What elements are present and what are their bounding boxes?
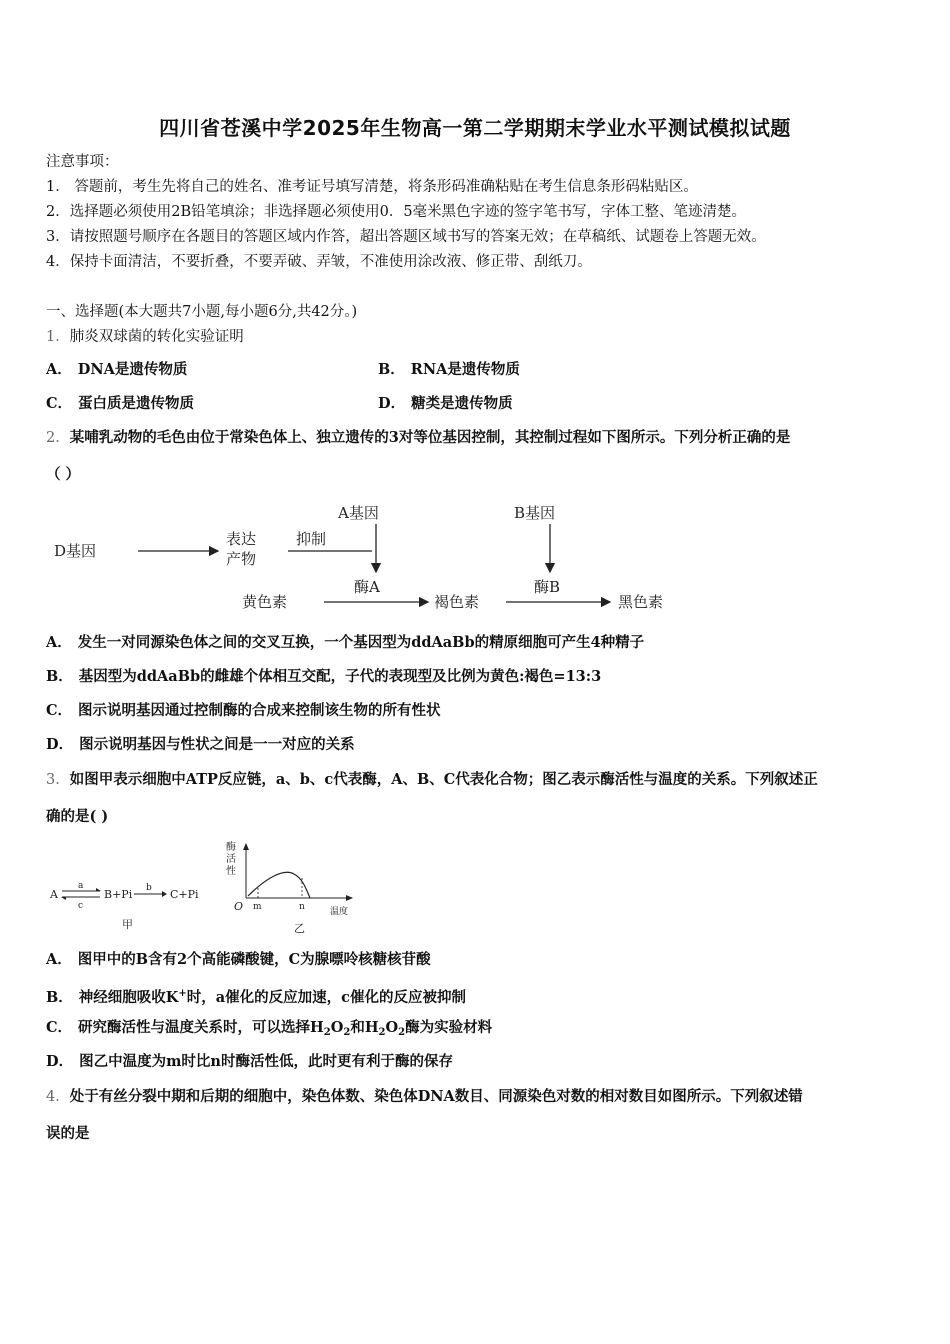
option-text: 图甲中的B含有2个高能磷酸键，C为腺嘌呤核糖核苷酸 — [77, 951, 431, 968]
option-text: 发生一对同源染色体之间的交叉互换，一个基因型为ddAaBb的精原细胞可产生4种精子 — [77, 634, 645, 651]
figure-jia-caption: 甲 — [122, 918, 133, 931]
a-gene-label: A基因 — [338, 504, 379, 522]
option-text: 图乙中温度为m时比n时酶活性低，此时更有利于酶的保存 — [79, 1053, 453, 1070]
q3-option-b[interactable] — [46, 984, 466, 1008]
question-3-stem-cont: 确的是( ) — [46, 808, 109, 825]
question-2-stem-cont: （ ） — [46, 466, 81, 483]
option-text-part: 时，a催化的反应加速，c催化的反应被抑制 — [186, 988, 466, 1006]
option-label: B． — [378, 361, 405, 378]
option-label: B． — [46, 668, 73, 685]
option-label: D． — [46, 736, 74, 753]
question-1-stem — [46, 327, 244, 347]
option-label: B． — [46, 988, 73, 1006]
q1-option-b[interactable] — [378, 360, 520, 380]
subscript: 2 — [398, 1027, 406, 1038]
q3-option-d[interactable] — [46, 1052, 453, 1072]
question-4-stem-cont: 误的是 — [46, 1125, 90, 1142]
enzyme-c-mark: c — [78, 901, 84, 911]
tick-m-label: m — [253, 902, 262, 912]
activity-curve — [248, 872, 310, 898]
option-text-part: O — [330, 1019, 344, 1036]
figure-yi-caption: 乙 — [294, 922, 305, 935]
atp-reaction-chain-figure — [46, 868, 206, 934]
question-number: 3． — [46, 772, 70, 788]
y-axis-label-char3: 性 — [226, 866, 236, 877]
question-text: 处于有丝分裂中期和后期的细胞中，染色体数、染色体DNA数目、同源染色对数的相对数目如图所示。下列叙述错 — [69, 1088, 803, 1105]
notice-item: 1． 答题前，考生先将自己的姓名、准考证号填写清楚，将条形码准确粘贴在考生信息条形码粘贴区。 — [46, 179, 698, 195]
origin-label: O — [234, 900, 244, 913]
subscript: 2 — [323, 1027, 331, 1038]
product-label-line1: 表达 — [226, 530, 257, 548]
option-text-part: 和H — [350, 1019, 379, 1036]
inhibit-label: 抑制 — [296, 530, 327, 548]
question-number: 4． — [46, 1089, 70, 1105]
option-label: D． — [378, 395, 406, 412]
option-text-part: 研究酶活性与温度关系时，可以选择H — [78, 1019, 324, 1036]
option-label: C． — [46, 702, 73, 719]
q1-option-c[interactable] — [46, 394, 194, 414]
option-label: C． — [46, 1019, 73, 1036]
x-axis-label: 温度 — [330, 907, 349, 917]
option-text: 基因型为ddAaBb的雌雄个体相互交配，子代的表现型及比例为黄色:褐色=13:3 — [78, 668, 602, 685]
q2-option-a[interactable] — [46, 633, 644, 653]
question-text: 肺炎双球菌的转化实验证明 — [69, 329, 244, 345]
product-label-line2: 产物 — [226, 550, 257, 568]
tick-n-label: n — [299, 902, 305, 912]
d-gene-label: D基因 — [54, 542, 97, 560]
option-label: A． — [46, 361, 72, 378]
option-label: A． — [46, 634, 72, 651]
b-gene-label: B基因 — [514, 504, 556, 522]
subscript: 2 — [343, 1027, 351, 1038]
notice-item: 4．保持卡面清洁，不要折叠，不要弄破、弄皱，不准使用涂改液、修正带、刮纸刀。 — [46, 254, 592, 270]
question-number: 1． — [46, 329, 70, 345]
question-text: 如图甲表示细胞中ATP反应链，a、b、c代表酶，A、B、C代表化合物；图乙表示酶活性与温度的关系。下列叙述正 — [69, 771, 818, 788]
subscript: 2 — [378, 1027, 386, 1038]
option-text: 图示说明基因与性状之间是一一对应的关系 — [79, 736, 355, 753]
compound-a-label: A — [50, 888, 58, 901]
option-text: RNA是遗传物质 — [410, 361, 520, 378]
gene-pathway-diagram — [46, 500, 706, 620]
enzyme-activity-temperature-chart — [222, 838, 362, 938]
question-4-stem — [46, 1087, 803, 1107]
y-axis-label-char1: 酶 — [226, 842, 236, 853]
compound-b-label: B+Pi — [104, 888, 133, 901]
y-axis-label-char2: 活 — [226, 854, 236, 865]
question-2-stem — [46, 428, 790, 448]
q1-option-d[interactable] — [378, 394, 513, 414]
enzyme-b-label: 酶B — [534, 578, 561, 596]
option-label: C． — [46, 395, 73, 412]
section-heading: 一、选择题(本大题共7小题,每小题6分,共42分。) — [46, 304, 358, 320]
question-text: 某哺乳动物的毛色由位于常染色体上、独立遗传的3对等位基因控制，其控制过程如下图所示。下列分析正确的是 — [69, 429, 791, 446]
enzyme-b-mark: b — [146, 883, 152, 893]
q3-option-a[interactable] — [46, 950, 431, 970]
enzyme-a-label: 酶A — [354, 578, 380, 596]
page-title: 四川省苍溪中学2025年生物高一第二学期期末学业水平测试模拟试题 — [159, 116, 791, 140]
option-text: DNA是遗传物质 — [77, 361, 188, 378]
q1-option-a[interactable] — [46, 360, 187, 380]
yellow-pigment-label: 黄色素 — [242, 593, 288, 611]
option-text-part: 神经细胞吸收K — [78, 988, 179, 1006]
option-text-part: O — [385, 1019, 399, 1036]
option-text: 糖类是遗传物质 — [411, 395, 513, 412]
superscript: + — [178, 988, 187, 999]
q2-option-b[interactable] — [46, 667, 601, 687]
option-text: 蛋白质是遗传物质 — [78, 395, 195, 412]
notice-item: 3．请按照题号顺序在各题目的答题区域内作答，超出答题区域书写的答案无效；在草稿纸、试题卷上答题无效。 — [46, 229, 766, 245]
black-pigment-label: 黑色素 — [618, 593, 664, 611]
question-number: 2． — [46, 430, 70, 446]
option-text: 图示说明基因通过控制酶的合成来控制该生物的所有性状 — [78, 702, 441, 719]
notice-heading: 注意事项： — [46, 154, 119, 170]
brown-pigment-label: 褐色素 — [434, 593, 480, 611]
option-text-part: 酶为实验材料 — [405, 1019, 493, 1036]
enzyme-a-mark: a — [78, 881, 84, 891]
q2-option-c[interactable] — [46, 701, 441, 721]
q2-option-d[interactable] — [46, 735, 355, 755]
notice-item: 2．选择题必须使用2B铅笔填涂；非选择题必须使用0．5毫米黑色字迹的签字笔书写，字体工整、笔迹清楚。 — [46, 204, 747, 220]
option-label: A． — [46, 951, 72, 968]
question-3-stem — [46, 770, 818, 790]
compound-c-label: C+Pi — [170, 888, 199, 901]
option-label: D． — [46, 1053, 74, 1070]
q3-option-c[interactable] — [46, 1018, 492, 1043]
